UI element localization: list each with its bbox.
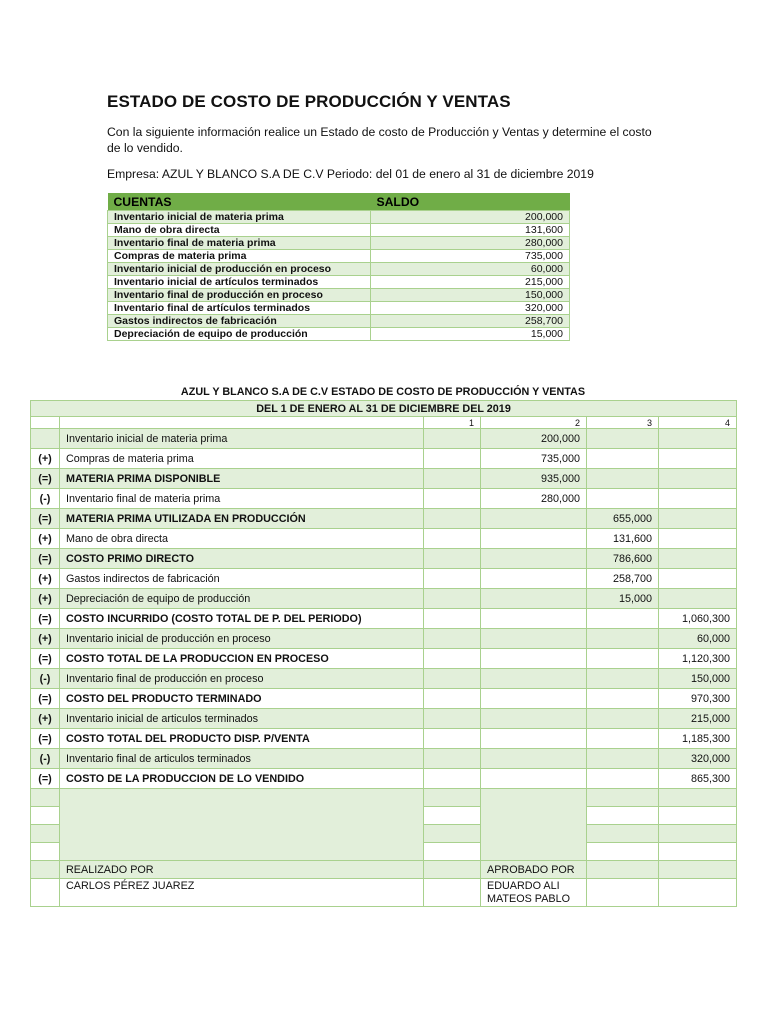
statement-col-4: 215,000 [659,709,737,729]
col-number-2: 2 [481,417,587,429]
account-row [108,328,570,341]
statement-col-2 [481,529,587,549]
statement-col-1 [424,569,481,589]
account-name: Mano de obra directa [108,224,371,237]
statement-label: COSTO TOTAL DEL PRODUCTO DISP. P/VENTA [60,729,424,749]
statement-col-2 [481,689,587,709]
signature-space-row [31,789,737,807]
statement-col-2 [481,749,587,769]
statement-col-1 [424,489,481,509]
statement-col-4: 1,060,300 [659,609,737,629]
account-value: 60,000 [371,263,570,276]
account-row [108,302,570,315]
statement-label: COSTO INCURRIDO (COSTO TOTAL DE P. DEL PERIODO) [60,609,424,629]
statement-row [31,769,737,789]
statement-row [31,729,737,749]
statement-label: Inventario inicial de articulos terminados [60,709,424,729]
statement-col-3 [587,769,659,789]
statement-col-4 [659,429,737,449]
statement-col-4: 970,300 [659,689,737,709]
statement-row [31,449,737,469]
statement-row [31,609,737,629]
statement-row [31,489,737,509]
account-value: 15,000 [371,328,570,341]
account-value: 258,700 [371,315,570,328]
account-name: Inventario final de materia prima [108,237,371,250]
statement-period: DEL 1 DE ENERO AL 31 DE DICIEMBRE DEL 2019 [31,401,737,417]
statement-col-1 [424,609,481,629]
account-name: Inventario final de artículos terminados [108,302,371,315]
col-number-3: 3 [587,417,659,429]
statement-operator: (+) [31,709,60,729]
statement-label: MATERIA PRIMA DISPONIBLE [60,469,424,489]
statement-label: COSTO DEL PRODUCTO TERMINADO [60,689,424,709]
statement-row [31,709,737,729]
statement-row [31,549,737,569]
statement-col-2 [481,649,587,669]
account-name: Inventario final de producción en proceso [108,289,371,302]
statement-col-1 [424,669,481,689]
statement-col-4 [659,569,737,589]
account-value: 215,000 [371,276,570,289]
account-row [108,289,570,302]
statement-table [30,400,737,907]
statement-col-2 [481,629,587,649]
account-name: Compras de materia prima [108,250,371,263]
statement-col-1 [424,449,481,469]
account-row [108,237,570,250]
statement-operator: (=) [31,649,60,669]
statement-col-1 [424,689,481,709]
statement-col-3: 655,000 [587,509,659,529]
statement-col-3: 258,700 [587,569,659,589]
statement-col-4: 1,185,300 [659,729,737,749]
statement-col-2 [481,569,587,589]
statement-col-3 [587,749,659,769]
account-value: 150,000 [371,289,570,302]
account-row [108,263,570,276]
realizado-name: CARLOS PÉREZ JUAREZ [60,879,424,907]
account-name: Depreciación de equipo de producción [108,328,371,341]
account-row [108,211,570,224]
statement-label: Inventario inicial de producción en proceso [60,629,424,649]
statement-label: Depreciación de equipo de producción [60,589,424,609]
statement-col-3 [587,629,659,649]
statement-col-4: 320,000 [659,749,737,769]
statement-operator: (+) [31,529,60,549]
statement-row [31,629,737,649]
statement-col-1 [424,509,481,529]
statement-row [31,429,737,449]
empresa-line: Empresa: AZUL Y BLANCO S.A DE C.V Periodo: del 01 de enero al 31 de diciembre 2019 [107,167,594,181]
account-row [108,250,570,263]
statement-col-4 [659,589,737,609]
statement-col-1 [424,769,481,789]
statement-col-1 [424,709,481,729]
statement-row [31,689,737,709]
statement-operator: (=) [31,609,60,629]
statement-col-1 [424,469,481,489]
statement-operator: (+) [31,569,60,589]
statement-col-3 [587,609,659,629]
statement-col-3 [587,469,659,489]
statement-col-2 [481,669,587,689]
statement-operator: (=) [31,729,60,749]
statement-operator: (+) [31,629,60,649]
statement-col-3: 131,600 [587,529,659,549]
statement-col-2 [481,709,587,729]
statement-operator: (=) [31,469,60,489]
statement-label: Inventario final de producción en proceso [60,669,424,689]
realizado-label: REALIZADO POR [60,861,424,879]
statement-col-2 [481,609,587,629]
statement-col-2: 935,000 [481,469,587,489]
statement-operator: (=) [31,509,60,529]
statement-label: Inventario final de articulos terminados [60,749,424,769]
statement-col-4 [659,449,737,469]
signature-label-row [31,861,737,879]
statement-col-1 [424,649,481,669]
statement-col-1 [424,429,481,449]
statement-row [31,569,737,589]
statement-operator [31,429,60,449]
statement-operator: (-) [31,749,60,769]
statement-col-4 [659,489,737,509]
statement-col-3: 786,600 [587,549,659,569]
statement-label: Compras de materia prima [60,449,424,469]
statement-col-2 [481,729,587,749]
statement-col-3 [587,449,659,469]
account-value: 735,000 [371,250,570,263]
statement-col-1 [424,629,481,649]
statement-col-3 [587,669,659,689]
account-name: Gastos indirectos de fabricación [108,315,371,328]
account-value: 200,000 [371,211,570,224]
statement-row [31,469,737,489]
statement-col-1 [424,529,481,549]
aprobado-name: EDUARDO ALI MATEOS PABLO [481,879,587,907]
intro-text: Con la siguiente información realice un Estado de costo de Producción y Ventas y determine el costo de lo vendido. [107,125,652,155]
statement-col-4: 1,120,300 [659,649,737,669]
statement-row [31,529,737,549]
statement-col-3 [587,489,659,509]
col-number-1: 1 [424,417,481,429]
statement-operator: (+) [31,589,60,609]
statement-col-2: 735,000 [481,449,587,469]
aprobado-label: APROBADO POR [481,861,587,879]
account-value: 280,000 [371,237,570,250]
signature-box-aprobado [481,789,587,861]
signature-name-row [31,879,737,907]
account-name: Inventario inicial de producción en proceso [108,263,371,276]
statement-col-2 [481,769,587,789]
header-saldo: SALDO [371,193,570,211]
statement-col-4 [659,509,737,529]
statement-operator: (=) [31,769,60,789]
statement-row [31,669,737,689]
statement-col-3 [587,649,659,669]
account-name: Inventario inicial de artículos terminados [108,276,371,289]
statement-col-2 [481,589,587,609]
statement-col-1 [424,749,481,769]
statement-label: COSTO TOTAL DE LA PRODUCCION EN PROCESO [60,649,424,669]
statement-col-2 [481,509,587,529]
statement-operator: (=) [31,549,60,569]
statement-col-2: 280,000 [481,489,587,509]
statement-col-2: 200,000 [481,429,587,449]
statement-label: Inventario final de materia prima [60,489,424,509]
statement-col-1 [424,549,481,569]
statement-col-1 [424,589,481,609]
col-number-4: 4 [659,417,737,429]
statement-operator: (=) [31,689,60,709]
statement-label: Inventario inicial de materia prima [60,429,424,449]
document-title: ESTADO DE COSTO DE PRODUCCIÓN Y VENTAS [107,92,511,111]
statement-col-4: 150,000 [659,669,737,689]
account-row [108,276,570,289]
statement-label: COSTO PRIMO DIRECTO [60,549,424,569]
account-value: 320,000 [371,302,570,315]
statement-label: MATERIA PRIMA UTILIZADA EN PRODUCCIÓN [60,509,424,529]
statement-row [31,749,737,769]
statement-col-3 [587,689,659,709]
statement-label: COSTO DE LA PRODUCCION DE LO VENDIDO [60,769,424,789]
statement-col-4 [659,549,737,569]
statement-col-4 [659,469,737,489]
account-row [108,315,570,328]
statement-col-4 [659,529,737,549]
account-row [108,224,570,237]
statement-operator: (-) [31,489,60,509]
statement-row [31,509,737,529]
statement-label: Mano de obra directa [60,529,424,549]
statement-label: Gastos indirectos de fabricación [60,569,424,589]
statement-operator: (+) [31,449,60,469]
statement-col-1 [424,729,481,749]
statement-col-3: 15,000 [587,589,659,609]
statement-col-3 [587,429,659,449]
statement-operator: (-) [31,669,60,689]
statement-col-4: 60,000 [659,629,737,649]
statement-col-3 [587,729,659,749]
statement-col-3 [587,709,659,729]
statement-heading: AZUL Y BLANCO S.A DE C.V ESTADO DE COSTO DE PRODUCCIÓN Y VENTAS [180,386,586,398]
statement-row [31,589,737,609]
account-name: Inventario inicial de materia prima [108,211,371,224]
accounts-table [107,193,570,341]
account-value: 131,600 [371,224,570,237]
statement-col-4: 865,300 [659,769,737,789]
statement-row [31,649,737,669]
statement-col-2 [481,549,587,569]
header-cuentas: CUENTAS [108,193,371,211]
signature-box-realizado [60,789,424,861]
